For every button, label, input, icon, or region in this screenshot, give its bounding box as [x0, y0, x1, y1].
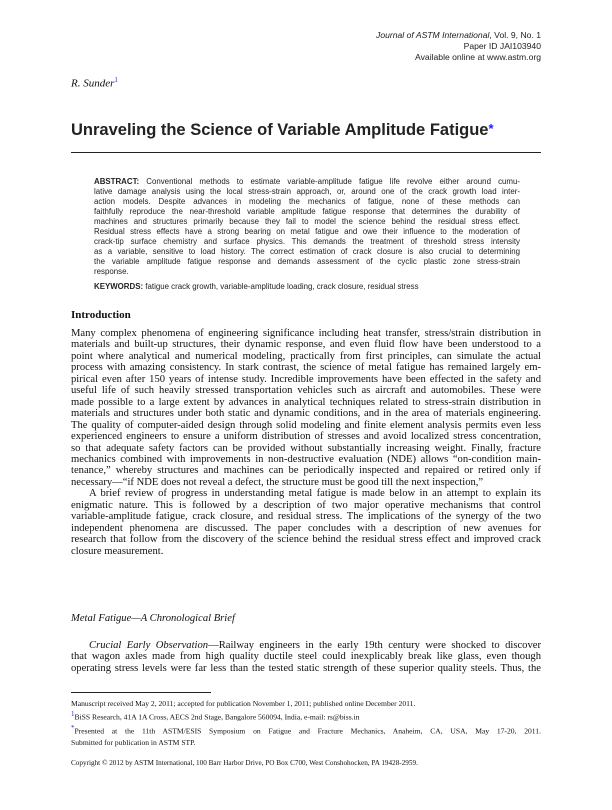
line-text: materials and built-up structures, their dynamic response, and even fluid flow have been understood to a [71, 339, 541, 351]
text-line [71, 420, 541, 431]
line-text: made possible to a large extent by advances in analytical techniques related to stress-strain distribution in [71, 396, 541, 408]
line-text: pirical even after 150 years of intense study. Incredible improvements have been effected in the safety and [71, 373, 541, 385]
footnote-2 [71, 723, 541, 737]
text-line [94, 257, 520, 267]
footnotes [71, 698, 541, 749]
abstract-label: ABSTRACT: [94, 177, 140, 186]
line-text: —Railway engineers in the early 19th century were shocked to discover [208, 640, 541, 651]
line-text: process with amazing consistency. In stark contrast, the science of metal fatigue has remained largely em- [71, 362, 541, 374]
line-text: as a variable, sensitive to load history. The correct estimation of crack closure is also crucial to determining [94, 246, 520, 256]
footnote-2-mark: * [71, 724, 75, 733]
text-line [71, 663, 541, 674]
footnote-2-cont: Submitted for publication in ASTM STP. [71, 738, 196, 748]
text-line [71, 443, 541, 454]
line-text: lative damage analysis using the local stress-strain approach, or, around one of the crack growth load inter- [94, 186, 520, 196]
line-text: experienced engineers to ensure a uniform distribution of stresses and avoid localized stress concentration, [71, 431, 541, 443]
line-text: The quality of computer-aided design through solid modeling and finite element analysis permits even less [71, 419, 541, 431]
text-line [71, 477, 541, 488]
footnote-2-text: Presented at the 11th ASTM/ESIS Symposium on Fatigue and Fracture Mechanics, Anaheim, CA, USA, May 17-20, 2011. [74, 726, 541, 736]
line-text: materials and structures under both static and dynamic conditions, and in the area of materials engineering. [71, 408, 541, 420]
text-line [71, 385, 541, 396]
line-text: point where analytical and numerical modeling, practically from first principles, can simulate the actual [71, 350, 541, 362]
line-text: useful life of such heavily stressed transportation vehicles such as aircraft and automobiles. These were [71, 385, 541, 397]
text-line [71, 546, 541, 557]
text-line [94, 267, 520, 277]
line-text: crack-tip surface chemistry and surface physics. This demands the treatment of threshold stress intensity [94, 236, 520, 246]
line-text: Conventional methods to estimate variable-amplitude fatigue life revolve either around cumu- [139, 177, 520, 186]
introduction-body [71, 328, 541, 557]
text-line [71, 465, 541, 476]
footnote-received: Manuscript received May 2, 2011; accepted for publication November 1, 2011; published online December 2011. [71, 699, 416, 708]
metal-fatigue-body [71, 640, 541, 674]
line-text: necessary—“if NDE does not reveal a defect, the structure must be good till the next inspection,” [71, 476, 484, 488]
line-text: mechanics combined with improvements in non-destructive evaluation (NDE) allows “on-condition main- [71, 453, 541, 465]
line-text: variable-amplitude fatigue, crack closure, and residual stress. The implications of the synergy of the two [71, 511, 541, 523]
text-line [71, 454, 541, 465]
line-text: machines and structures primarily because they fail to model the science behind the residual stress effect. [94, 216, 520, 226]
title-divider [71, 152, 541, 153]
text-line [71, 328, 541, 339]
text-line [94, 237, 520, 247]
text-line [94, 207, 520, 217]
journal-header [376, 30, 541, 63]
text-line [71, 500, 541, 511]
abstract [94, 177, 520, 277]
keywords [94, 282, 419, 291]
text-line [71, 640, 541, 651]
line-text: independent phenomena are discussed. The paper concludes with a description of new avenues for [71, 522, 541, 534]
line-text: closure measurement. [71, 545, 164, 557]
footnote-divider [71, 692, 211, 693]
text-line [71, 431, 541, 442]
text-line [94, 177, 520, 187]
paper-title [71, 121, 494, 140]
journal-name: Journal of ASTM International [376, 30, 490, 40]
title-text: Unraveling the Science of Variable Amplitude Fatigue [71, 121, 489, 139]
line-text: response. [94, 266, 129, 276]
line-text: operating stress levels were far less than the tested static strength of these superior quality steels. Thus, the [71, 662, 541, 674]
text-line [71, 408, 541, 419]
available-online: Available online at www.astm.org [415, 52, 541, 62]
footnote-1-text: BiSS Research, 41A 1A Cross, AECS 2nd Stage, Bangalore 560094, India, e-mail: rs@biss.in [74, 712, 360, 722]
line-text: Many complex phenomena of engineering significance including heat transfer, stress/strain distribution in [71, 328, 541, 339]
text-line [71, 339, 541, 350]
line-text: the variable amplitude fatigue response and demands assessment of the cyclic plastic zone stress-strain [94, 256, 520, 266]
copyright: Copyright © 2012 by ASTM International, 100 Barr Harbor Drive, PO Box C700, West Conshohocken, PA 19428-2959. [71, 759, 418, 767]
text-line [94, 227, 520, 237]
text-line [71, 397, 541, 408]
author-footnote-link[interactable]: 1 [114, 76, 118, 84]
paper-id: Paper ID JAI103940 [463, 41, 541, 51]
line-text: so that adequate safety factors can be provided without substantially increasing weight. Finally, fracture [71, 442, 541, 454]
line-text: that wagon axles made from high quality ductile steel could inexplicably break like glass, even though [71, 651, 541, 663]
text-line [94, 187, 520, 197]
text-line [71, 374, 541, 385]
author [71, 76, 118, 90]
text-line [71, 362, 541, 373]
text-line [71, 534, 541, 545]
run-in-heading: Crucial Early Observation [89, 640, 209, 651]
line-text: Residual stress effects have a strong bearing on metal fatigue and owe their influence to the moderation of [94, 226, 520, 236]
text-line [71, 488, 541, 499]
subsection-heading: Metal Fatigue—A Chronological Brief [71, 613, 235, 624]
text-line [94, 247, 520, 257]
text-line [71, 651, 541, 662]
text-line [94, 217, 520, 227]
line-text: enigmatic nature. This is followed by a description of two major operative mechanisms that control [71, 499, 541, 511]
journal-volume: , Vol. 9, No. 1 [489, 30, 541, 40]
keywords-text: fatigue crack growth, variable-amplitude loading, crack closure, residual stress [143, 282, 419, 291]
section-heading-introduction: Introduction [71, 309, 131, 321]
title-footnote-link[interactable]: * [488, 121, 494, 136]
line-text: action models. Despite advances in modeling the mechanics of fatigue, none of these methods can [94, 196, 520, 206]
keywords-label: KEYWORDS: [94, 282, 144, 291]
line-text: research that follow from the discovery of the science behind the residual stress effect and improved crack [71, 534, 541, 546]
text-line [94, 197, 520, 207]
author-name: R. Sunder [71, 77, 115, 90]
text-line [71, 511, 541, 522]
text-line [71, 523, 541, 534]
text-line [71, 351, 541, 362]
footnote-1-mark: 1 [71, 710, 75, 719]
line-text: A brief review of progress in understanding metal fatigue is made below in an attempt to explain its [89, 488, 541, 500]
footnote-1 [71, 709, 541, 723]
line-text: tenance,” whereby structures and machines can be periodically inspected and repaired or retired only if [71, 465, 541, 477]
line-text: faithfully reproduce the near-threshold variable amplitude fatigue response that determines the durability of [94, 206, 520, 216]
